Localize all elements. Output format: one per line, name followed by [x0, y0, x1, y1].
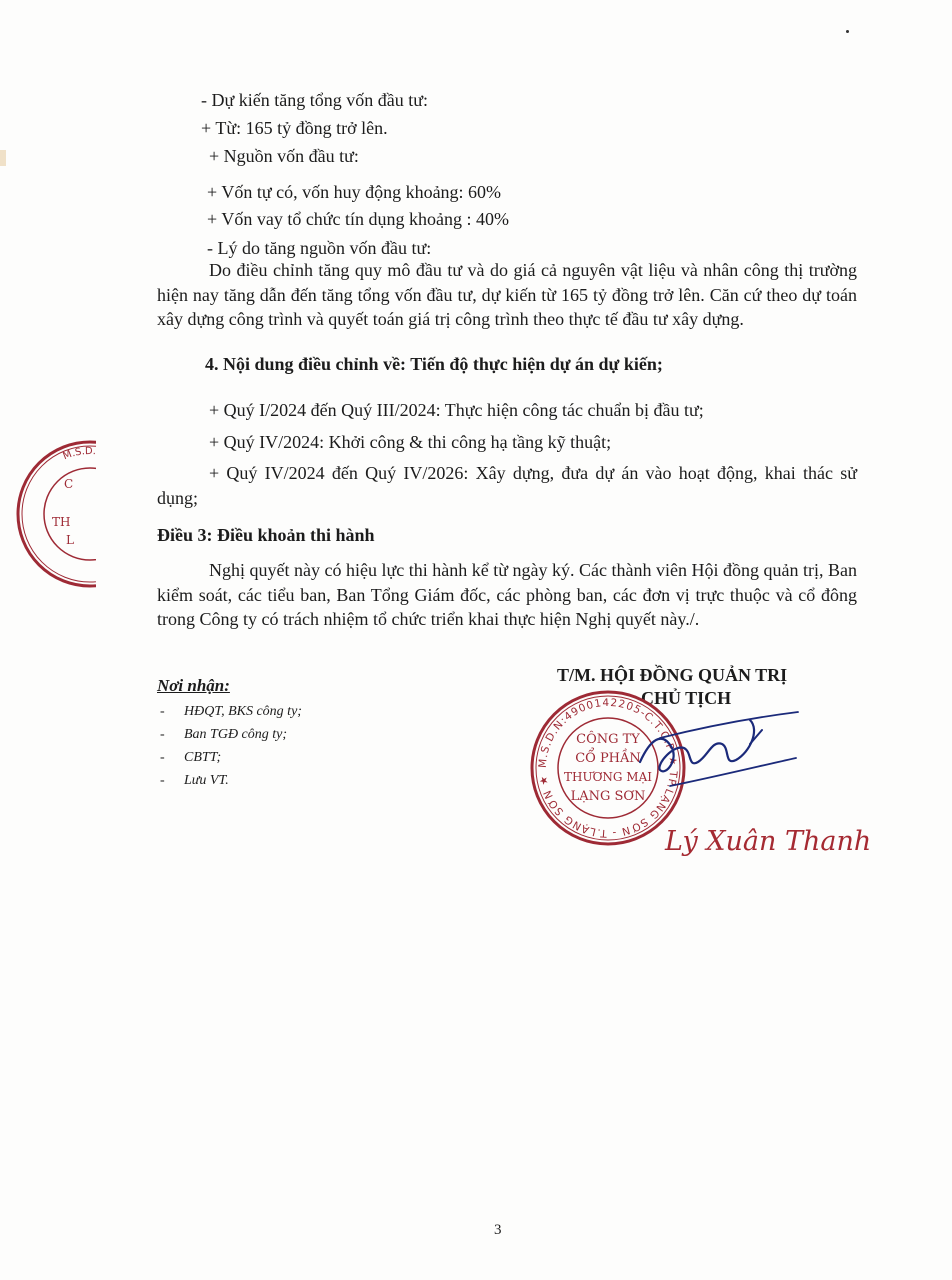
- svg-text:CỔ PHẦN: CỔ PHẦN: [575, 751, 641, 766]
- article-3-paragraph: Nghị quyết này có hiệu lực thi hành kể từ ngày ký. Các thành viên Hội đồng quản trị, Ban kiểm soát, các tiểu ban, Ban Tổng Giám đốc, các phòng ban, các đơn vị trực thuộc và cổ đông trong Công ty có trách nhiệm tổ chức triển khai thực hiện Nghị quyết này./.: [157, 560, 857, 629]
- side-stamp: [0, 438, 96, 590]
- own-capital-line: + Vốn tự có, vốn huy động khoảng: 60%: [207, 182, 502, 202]
- reason-heading: - Lý do tăng nguồn vốn đầu tư:: [207, 238, 432, 258]
- investment-heading: - Dự kiến tăng tổng vốn đầu tư:: [201, 90, 428, 110]
- loan-capital-line: + Vốn vay tổ chức tín dụng khoảng : 40%: [207, 209, 510, 229]
- svg-text:TH: TH: [52, 515, 71, 529]
- svg-text:CÔNG TY: CÔNG TY: [576, 732, 640, 747]
- reason-paragraph: Do điều chỉnh tăng quy mô đầu tư và do giá cả nguyên vật liệu và nhân công thị trường hiện nay tăng dẫn đến tăng tổng vốn đầu tư, dự kiến từ 165 tỷ đồng trở lên. Căn cứ theo dự toán xây dựng công trình và quyết toán giá trị công trình theo thực tế đầu tư xây dựng.: [157, 260, 857, 329]
- svg-text:M.S.D.N:4 ★ TP.LẠNG S: M.S.D.: [61, 445, 96, 463]
- schedule-item-2: + Quý IV/2024: Khởi công & thi công hạ tầng kỹ thuật;: [209, 432, 612, 452]
- svg-text:C: C: [64, 477, 74, 491]
- article-3-heading: Điều 3: Điều khoản thi hành: [157, 525, 375, 545]
- svg-text:L: L: [66, 533, 74, 547]
- recipients-heading: Nơi nhận:: [157, 676, 230, 695]
- svg-text:M.S.D.N:4900142205-C.T.C.P ★ T: M.S.D.N:4900142205-C.T.C.P ★ TP.LẠNG SƠN - T.LẠNG SƠN ★: [536, 696, 680, 840]
- page-number: 3: [494, 1222, 502, 1238]
- recipient-item: - Lưu VT.: [160, 773, 229, 788]
- scan-edge-mark: [0, 150, 6, 166]
- capital-source-heading: + Nguồn vốn đầu tư:: [209, 146, 359, 166]
- schedule-item-1: + Quý I/2024 đến Quý III/2024: Thực hiện công tác chuẩn bị đầu tư;: [209, 400, 704, 420]
- recipient-item: - HĐQT, BKS công ty;: [160, 704, 302, 719]
- signer-name: Lý Xuân Thanh: [665, 826, 872, 857]
- schedule-heading: 4. Nội dung điều chỉnh về: Tiến độ thực hiện dự án dự kiến;: [205, 354, 663, 374]
- scan-speck: [846, 30, 849, 33]
- svg-text:THƯƠNG MẠI: THƯƠNG MẠI: [563, 770, 653, 784]
- svg-text:LẠNG SƠN: LẠNG SƠN: [570, 789, 646, 804]
- signature-position: CHỦ TỊCH: [641, 688, 732, 708]
- schedule-item-3: + Quý IV/2024 đến Quý IV/2026: Xây dựng, đưa dự án vào hoạt động, khai thác sử dụng;: [157, 463, 857, 508]
- recipient-item: - Ban TGĐ công ty;: [160, 727, 288, 742]
- signature-scribble: [600, 700, 820, 810]
- signature-on-behalf: T/M. HỘI ĐỒNG QUẢN TRỊ: [557, 665, 788, 685]
- investment-amount: + Từ: 165 tỷ đồng trở lên.: [201, 118, 388, 138]
- recipient-item: - CBTT;: [160, 750, 222, 765]
